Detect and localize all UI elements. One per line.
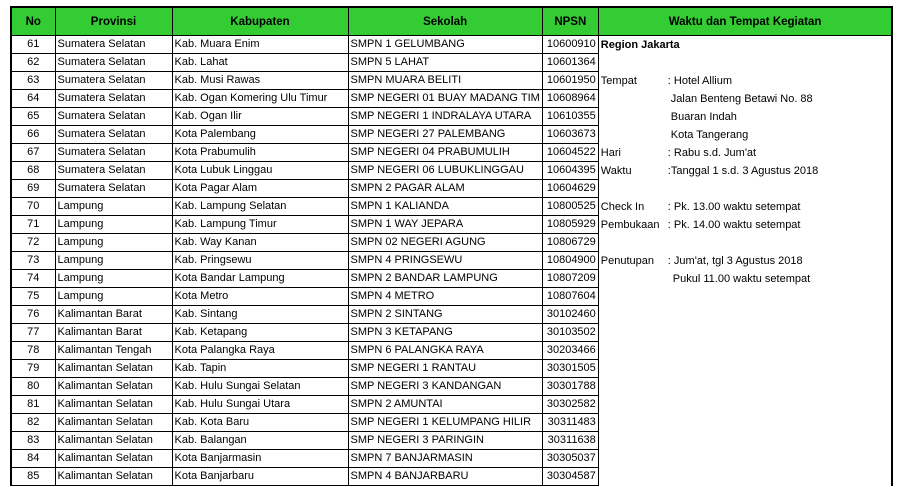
cell-sekolah[interactable]: SMP NEGERI 3 KANDANGAN: [348, 378, 542, 396]
cell-npsn[interactable]: 30102460: [542, 306, 598, 324]
cell-npsn[interactable]: 10601950: [542, 72, 598, 90]
school-table: [10, 6, 893, 486]
cell-kabupaten[interactable]: Kota Banjarbaru: [172, 468, 348, 486]
cell-provinsi[interactable]: Kalimantan Selatan: [55, 360, 172, 378]
cell-no[interactable]: 70: [11, 198, 55, 216]
cell-sekolah[interactable]: SMPN 1 KALIANDA: [348, 198, 542, 216]
cell-provinsi[interactable]: Lampung: [55, 252, 172, 270]
cell-provinsi[interactable]: Sumatera Selatan: [55, 54, 172, 72]
cell-no[interactable]: 66: [11, 126, 55, 144]
cell-no[interactable]: 69: [11, 180, 55, 198]
cell-sekolah[interactable]: SMPN 5 LAHAT: [348, 54, 542, 72]
cell-no[interactable]: 81: [11, 396, 55, 414]
header-sekolah[interactable]: Sekolah: [348, 7, 542, 36]
cell-npsn[interactable]: 30305037: [542, 450, 598, 468]
cell-no[interactable]: 62: [11, 54, 55, 72]
cell-no[interactable]: 68: [11, 162, 55, 180]
cell-sekolah[interactable]: SMPN 1 WAY JEPARA: [348, 216, 542, 234]
cell-kabupaten[interactable]: Kab. Muara Enim: [172, 36, 348, 54]
cell-sekolah[interactable]: SMPN 2 PAGAR ALAM: [348, 180, 542, 198]
cell-npsn[interactable]: 10804900: [542, 252, 598, 270]
cell-npsn[interactable]: 30302582: [542, 396, 598, 414]
cell-npsn[interactable]: 30301505: [542, 360, 598, 378]
cell-npsn[interactable]: 10807604: [542, 288, 598, 306]
cell-sekolah[interactable]: SMP NEGERI 1 RANTAU: [348, 360, 542, 378]
cell-kabupaten[interactable]: Kab. Sintang: [172, 306, 348, 324]
cell-no[interactable]: 84: [11, 450, 55, 468]
cell-provinsi[interactable]: Sumatera Selatan: [55, 162, 172, 180]
cell-provinsi[interactable]: Kalimantan Selatan: [55, 432, 172, 450]
header-row: [11, 7, 892, 36]
cell-sekolah[interactable]: SMPN 02 NEGERI AGUNG: [348, 234, 542, 252]
cell-sekolah[interactable]: SMP NEGERI 1 INDRALAYA UTARA: [348, 108, 542, 126]
cell-kabupaten[interactable]: Kab. Pringsewu: [172, 252, 348, 270]
cell-sekolah[interactable]: SMPN 4 BANJARBARU: [348, 468, 542, 486]
cell-no[interactable]: 76: [11, 306, 55, 324]
cell-npsn[interactable]: 30311483: [542, 414, 598, 432]
cell-kabupaten[interactable]: Kota Banjarmasin: [172, 450, 348, 468]
alamat-line-2: Buaran Indah: [670, 111, 737, 123]
penutupan-label: Penutupan: [600, 255, 655, 267]
cell-kabupaten[interactable]: Kota Bandar Lampung: [172, 270, 348, 288]
cell-provinsi[interactable]: Sumatera Selatan: [55, 144, 172, 162]
info-box: [599, 36, 892, 486]
hari-label: Hari: [600, 147, 621, 159]
cell-sekolah[interactable]: SMP NEGERI 1 KELUMPANG HILIR: [348, 414, 542, 432]
cell-kabupaten[interactable]: Kota Metro: [172, 288, 348, 306]
cell-no[interactable]: 75: [11, 288, 55, 306]
cell-npsn[interactable]: 30304587: [542, 468, 598, 486]
cell-no[interactable]: 65: [11, 108, 55, 126]
cell-no[interactable]: 71: [11, 216, 55, 234]
cell-kabupaten[interactable]: Kab. Ketapang: [172, 324, 348, 342]
cell-provinsi[interactable]: Sumatera Selatan: [55, 36, 172, 54]
cell-sekolah[interactable]: SMPN 3 KETAPANG: [348, 324, 542, 342]
cell-provinsi[interactable]: Kalimantan Tengah: [55, 342, 172, 360]
cell-no[interactable]: 85: [11, 468, 55, 486]
region-title: Region Jakarta: [600, 39, 680, 51]
cell-provinsi[interactable]: Kalimantan Selatan: [55, 378, 172, 396]
cell-sekolah[interactable]: SMPN MUARA BELITI: [348, 72, 542, 90]
cell-npsn[interactable]: 30203466: [542, 342, 598, 360]
cell-no[interactable]: 83: [11, 432, 55, 450]
cell-kabupaten[interactable]: Kab. Tapin: [172, 360, 348, 378]
header-no[interactable]: No: [11, 7, 55, 36]
cell-provinsi[interactable]: Lampung: [55, 216, 172, 234]
cell-sekolah[interactable]: SMPN 2 SINTANG: [348, 306, 542, 324]
cell-npsn[interactable]: 10807209: [542, 270, 598, 288]
cell-kabupaten[interactable]: Kota Pagar Alam: [172, 180, 348, 198]
cell-provinsi[interactable]: Kalimantan Selatan: [55, 450, 172, 468]
tempat-value: : Hotel Allium: [667, 75, 732, 87]
cell-sekolah[interactable]: SMP NEGERI 27 PALEMBANG: [348, 126, 542, 144]
cell-provinsi[interactable]: Sumatera Selatan: [55, 108, 172, 126]
penutupan-value: : Jum'at, tgl 3 Agustus 2018: [667, 255, 803, 267]
cell-kabupaten[interactable]: Kab. Ogan Komering Ulu Timur: [172, 90, 348, 108]
cell-npsn[interactable]: 30301788: [542, 378, 598, 396]
cell-provinsi[interactable]: Lampung: [55, 198, 172, 216]
cell-provinsi[interactable]: Lampung: [55, 234, 172, 252]
waktu-label: Waktu: [600, 165, 632, 177]
cell-npsn[interactable]: 10800525: [542, 198, 598, 216]
cell-no[interactable]: 77: [11, 324, 55, 342]
cell-sekolah[interactable]: SMP NEGERI 06 LUBUKLINGGAU: [348, 162, 542, 180]
cell-no[interactable]: 61: [11, 36, 55, 54]
alamat-line-1: Jalan Benteng Betawi No. 88: [670, 93, 813, 105]
tempat-label: Tempat: [600, 75, 637, 87]
cell-npsn[interactable]: 10600910: [542, 36, 598, 54]
cell-kabupaten[interactable]: Kota Lubuk Linggau: [172, 162, 348, 180]
info-cell[interactable]: [598, 36, 892, 486]
table-row: [11, 36, 892, 54]
cell-sekolah[interactable]: SMPN 4 METRO: [348, 288, 542, 306]
cell-provinsi[interactable]: Kalimantan Selatan: [55, 396, 172, 414]
cell-no[interactable]: 74: [11, 270, 55, 288]
header-kabupaten[interactable]: Kabupaten: [172, 7, 348, 36]
cell-sekolah[interactable]: SMPN 2 BANDAR LAMPUNG: [348, 270, 542, 288]
cell-kabupaten[interactable]: Kota Palangka Raya: [172, 342, 348, 360]
cell-no[interactable]: 80: [11, 378, 55, 396]
cell-no[interactable]: 78: [11, 342, 55, 360]
cell-provinsi[interactable]: Sumatera Selatan: [55, 126, 172, 144]
cell-sekolah[interactable]: SMPN 6 PALANGKA RAYA: [348, 342, 542, 360]
pembukaan-label: Pembukaan: [600, 219, 660, 231]
header-info[interactable]: Waktu dan Tempat Kegiatan: [598, 7, 892, 36]
cell-npsn[interactable]: 10604522: [542, 144, 598, 162]
cell-sekolah[interactable]: SMPN 1 GELUMBANG: [348, 36, 542, 54]
cell-kabupaten[interactable]: Kota Palembang: [172, 126, 348, 144]
cell-no[interactable]: 64: [11, 90, 55, 108]
cell-npsn[interactable]: 30103502: [542, 324, 598, 342]
checkin-label: Check In: [600, 201, 645, 213]
cell-provinsi[interactable]: Kalimantan Selatan: [55, 468, 172, 486]
cell-kabupaten[interactable]: Kab. Balangan: [172, 432, 348, 450]
cell-npsn[interactable]: 10603673: [542, 126, 598, 144]
spreadsheet: [10, 6, 893, 486]
cell-npsn[interactable]: 10604395: [542, 162, 598, 180]
alamat-line-3: Kota Tangerang: [670, 129, 749, 141]
cell-kabupaten[interactable]: Kab. Lampung Selatan: [172, 198, 348, 216]
cell-sekolah[interactable]: SMP NEGERI 01 BUAY MADANG TIM: [348, 90, 542, 108]
cell-sekolah[interactable]: SMPN 2 AMUNTAI: [348, 396, 542, 414]
header-provinsi[interactable]: Provinsi: [55, 7, 172, 36]
cell-npsn[interactable]: 10610355: [542, 108, 598, 126]
cell-kabupaten[interactable]: Kab. Way Kanan: [172, 234, 348, 252]
cell-provinsi[interactable]: Kalimantan Barat: [55, 306, 172, 324]
cell-kabupaten[interactable]: Kota Prabumulih: [172, 144, 348, 162]
waktu-value: :Tanggal 1 s.d. 3 Agustus 2018: [667, 165, 819, 177]
cell-kabupaten[interactable]: Kab. Hulu Sungai Selatan: [172, 378, 348, 396]
cell-sekolah[interactable]: SMP NEGERI 3 PARINGIN: [348, 432, 542, 450]
cell-no[interactable]: 79: [11, 360, 55, 378]
cell-no[interactable]: 72: [11, 234, 55, 252]
cell-kabupaten[interactable]: Kab. Lampung Timur: [172, 216, 348, 234]
cell-npsn[interactable]: 10601364: [542, 54, 598, 72]
cell-kabupaten[interactable]: Kab. Kota Baru: [172, 414, 348, 432]
cell-provinsi[interactable]: Sumatera Selatan: [55, 180, 172, 198]
cell-provinsi[interactable]: Kalimantan Barat: [55, 324, 172, 342]
cell-kabupaten[interactable]: Kab. Musi Rawas: [172, 72, 348, 90]
cell-kabupaten[interactable]: Kab. Hulu Sungai Utara: [172, 396, 348, 414]
cell-npsn[interactable]: 10608964: [542, 90, 598, 108]
cell-kabupaten[interactable]: Kab. Lahat: [172, 54, 348, 72]
cell-sekolah[interactable]: SMPN 4 PRINGSEWU: [348, 252, 542, 270]
cell-no[interactable]: 63: [11, 72, 55, 90]
cell-provinsi[interactable]: Sumatera Selatan: [55, 72, 172, 90]
cell-provinsi[interactable]: Sumatera Selatan: [55, 90, 172, 108]
cell-npsn[interactable]: 10604629: [542, 180, 598, 198]
cell-no[interactable]: 73: [11, 252, 55, 270]
cell-no[interactable]: 67: [11, 144, 55, 162]
cell-provinsi[interactable]: Kalimantan Selatan: [55, 414, 172, 432]
cell-no[interactable]: 82: [11, 414, 55, 432]
cell-npsn[interactable]: 10806729: [542, 234, 598, 252]
cell-sekolah[interactable]: SMPN 7 BANJARMASIN: [348, 450, 542, 468]
cell-npsn[interactable]: 30311638: [542, 432, 598, 450]
cell-provinsi[interactable]: Lampung: [55, 270, 172, 288]
header-npsn[interactable]: NPSN: [542, 7, 598, 36]
hari-value: : Rabu s.d. Jum'at: [667, 147, 757, 159]
table-body: [11, 36, 892, 486]
penutupan-time: Pukul 11.00 waktu setempat: [672, 273, 811, 285]
cell-npsn[interactable]: 10805929: [542, 216, 598, 234]
cell-provinsi[interactable]: Lampung: [55, 288, 172, 306]
checkin-value: : Pk. 13.00 waktu setempat: [667, 201, 801, 213]
cell-kabupaten[interactable]: Kab. Ogan Ilir: [172, 108, 348, 126]
cell-sekolah[interactable]: SMP NEGERI 04 PRABUMULIH: [348, 144, 542, 162]
pembukaan-value: : Pk. 14.00 waktu setempat: [667, 219, 801, 231]
